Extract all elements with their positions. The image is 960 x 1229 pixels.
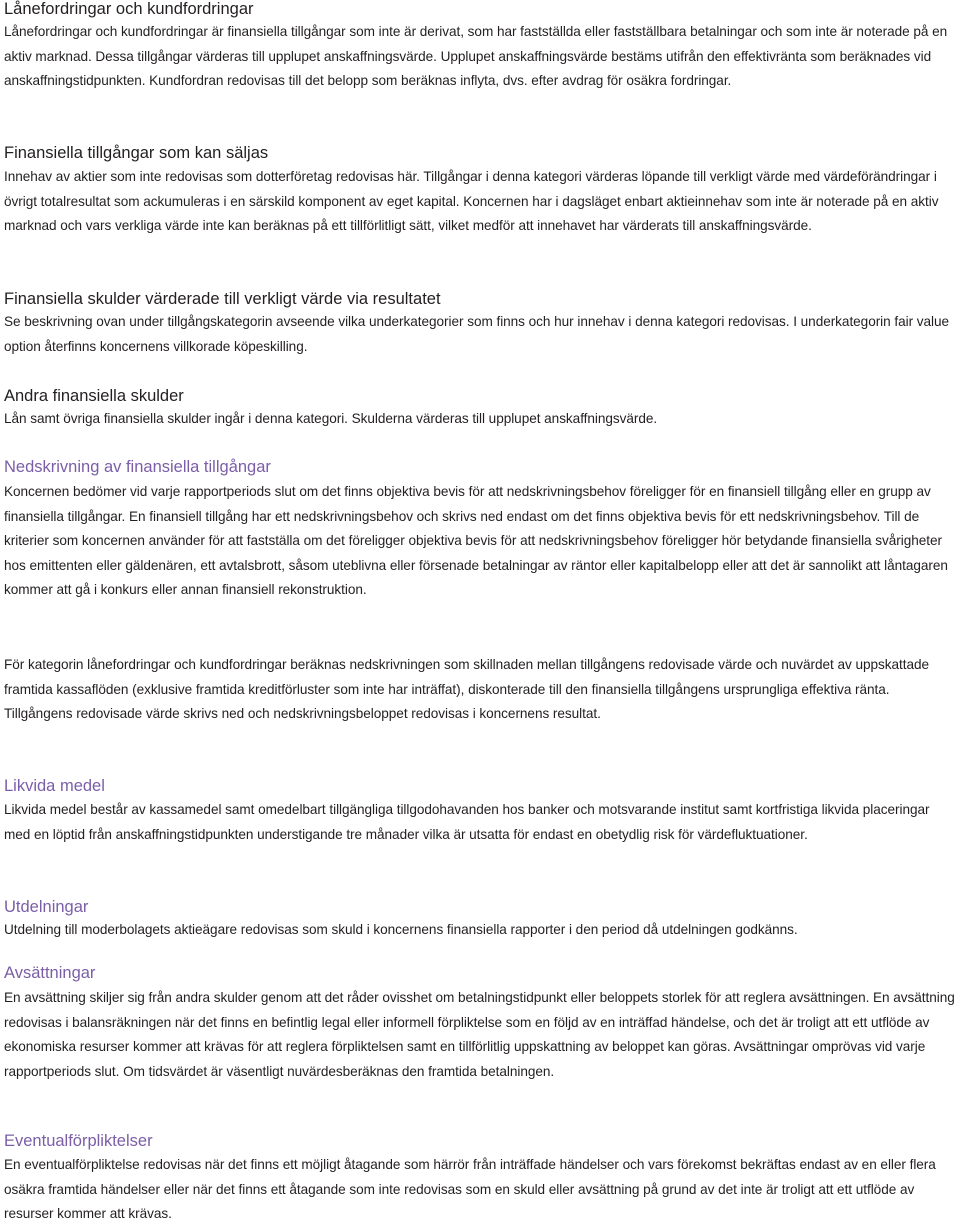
section-nedskrivning bbox=[4, 457, 959, 603]
section-body: En avsättning skiljer sig från andra skulder genom att det råder ovisshet om betalningstidpunkt eller beloppets storlek för att reglera avsättningen. En avsättning redovisas i balansräkningen när det finns en befintlig legal eller informell förpliktelse som en följd av en inträffad händelse, och det är troligt att ett utflöde av ekonomiska resurser kommer att krävas för att reglera förpliktelsen samt en tillförlitlig uppskattning av beloppet kan göras. Avsättningar omprövas vid varje rapportperiods slut. Om tidsvärdet är väsentligt nuvärdesberäknas den framtida betalningen. bbox=[4, 990, 955, 1079]
section-heading: Finansiella skulder värderade till verkligt värde via resultatet bbox=[4, 290, 441, 308]
section-body: En eventualförpliktelse redovisas när det finns ett möjligt åtagande som härrör från inträffade händelser och vars förekomst bekräftas endast av en eller flera osäkra framtida händelser eller när det finns ett åtagande som inte redovisas som en skuld eller avsättning på grund av det inte är troligt att ett utflöde av resurser kommer att krävas. bbox=[4, 1157, 936, 1221]
section-avsattningar bbox=[4, 963, 959, 1084]
section-andra-finansiella-skulder bbox=[4, 386, 657, 432]
section-finansiella-skulder-verkligt-varde bbox=[4, 289, 959, 359]
section-body: Se beskrivning ovan under tillgångskategorin avseende vilka underkategorier som finns och hur innehav i denna kategori redovisas. I underkategorin fair value option återfinns koncernens villkorade köpeskilling. bbox=[4, 314, 950, 354]
section-heading: Finansiella tillgångar som kan säljas bbox=[4, 144, 269, 162]
section-heading: Eventualförpliktelser bbox=[4, 1132, 153, 1150]
section-body: Innehav av aktier som inte redovisas som dotterföretag redovisas här. Tillgångar i denna kategori värderas löpande till verkligt värde med värdeförändringar i övrigt totalresultat som ackumuleras i en särskild komponent av eget kapital. Koncernen har i dagsläget enbart aktieinnehav som inte är noterade på en aktiv marknad och vars verkliga värde inte kan beräknas på ett tillförlitligt sätt, vilket medför att innehavet har värderats till anskaffningsvärde. bbox=[4, 169, 939, 233]
section-nedskrivning-continued bbox=[4, 653, 959, 727]
section-body: För kategorin lånefordringar och kundfordringar beräknas nedskrivningen som skillnaden mellan tillgångens redovisade värde och nuvärdet av uppskattade framtida kassaflöden (exklusive framtida kreditförluster som inte har inträffat), diskonterade till den finansiella tillgångens ursprungliga effektiva ränta. Tillgångens redovisade värde skrivs ned och nedskrivningsbeloppet redovisas i koncernens resultat. bbox=[4, 657, 929, 721]
section-heading: Andra finansiella skulder bbox=[4, 387, 184, 405]
section-body: Lån samt övriga finansiella skulder ingår i denna kategori. Skulderna värderas till upplupet anskaffningsvärde. bbox=[4, 411, 658, 426]
section-heading: Nedskrivning av finansiella tillgångar bbox=[4, 458, 271, 476]
section-body: Utdelning till moderbolagets aktieägare redovisas som skuld i koncernens finansiella rapporter i den period då utdelningen godkänns. bbox=[4, 922, 798, 937]
section-body: Koncernen bedömer vid varje rapportperiods slut om det finns objektiva bevis för att nedskrivningsbehov föreligger för en finansiell tillgång eller en grupp av finansiella tillgångar. En finansiell tillgång har ett nedskrivningsbehov och skrivs ned endast om det finns objektiva bevis för ett nedskrivningsbehov. Till de kriterier som koncernen använder för att fastställa om det föreligger objektiva bevis för att nedskrivningsbehov föreligger hör betydande finansiella svårigheter hos emittenten eller gäldenären, ett avtalsbrott, såsom uteblivna eller försenade betalningar av räntor eller kapitalbelopp eller att det är sannolikt att låntagaren kommer att gå i konkurs eller annan finansiell rekonstruktion. bbox=[4, 484, 948, 597]
section-eventualforpliktelser bbox=[4, 1131, 959, 1227]
section-finansiella-tillgangar-som-kan-saljas bbox=[4, 143, 959, 239]
section-utdelningar bbox=[4, 897, 798, 943]
section-body: Likvida medel består av kassamedel samt omedelbart tillgängliga tillgodohavanden hos banker och motsvarande institut samt kortfristiga likvida placeringar med en löptid från anskaffningstidpunkten understigande tre månader vilka är utsatta för endast en obetydlig risk för värdefluktuationer. bbox=[4, 802, 930, 842]
section-heading: Avsättningar bbox=[4, 964, 96, 982]
section-likvida-medel bbox=[4, 776, 959, 847]
section-lanefordringar bbox=[4, 0, 959, 94]
section-heading: Likvida medel bbox=[4, 777, 105, 795]
section-body: Lånefordringar och kundfordringar är finansiella tillgångar som inte är derivat, som har fastställda eller fastställbara betalningar och som inte är noterade på en aktiv marknad. Dessa tillgångar värderas till upplupet anskaffningsvärde. Upplupet anskaffningsvärde bestäms utifrån den effektivränta som beräknades vid anskaffningstidpunkten. Kundfordran redovisas till det belopp som beräknas inflyta, dvs. efter avdrag för osäkra fordringar. bbox=[4, 24, 948, 88]
section-heading: Utdelningar bbox=[4, 898, 89, 916]
section-heading: Lånefordringar och kundfordringar bbox=[4, 0, 254, 18]
